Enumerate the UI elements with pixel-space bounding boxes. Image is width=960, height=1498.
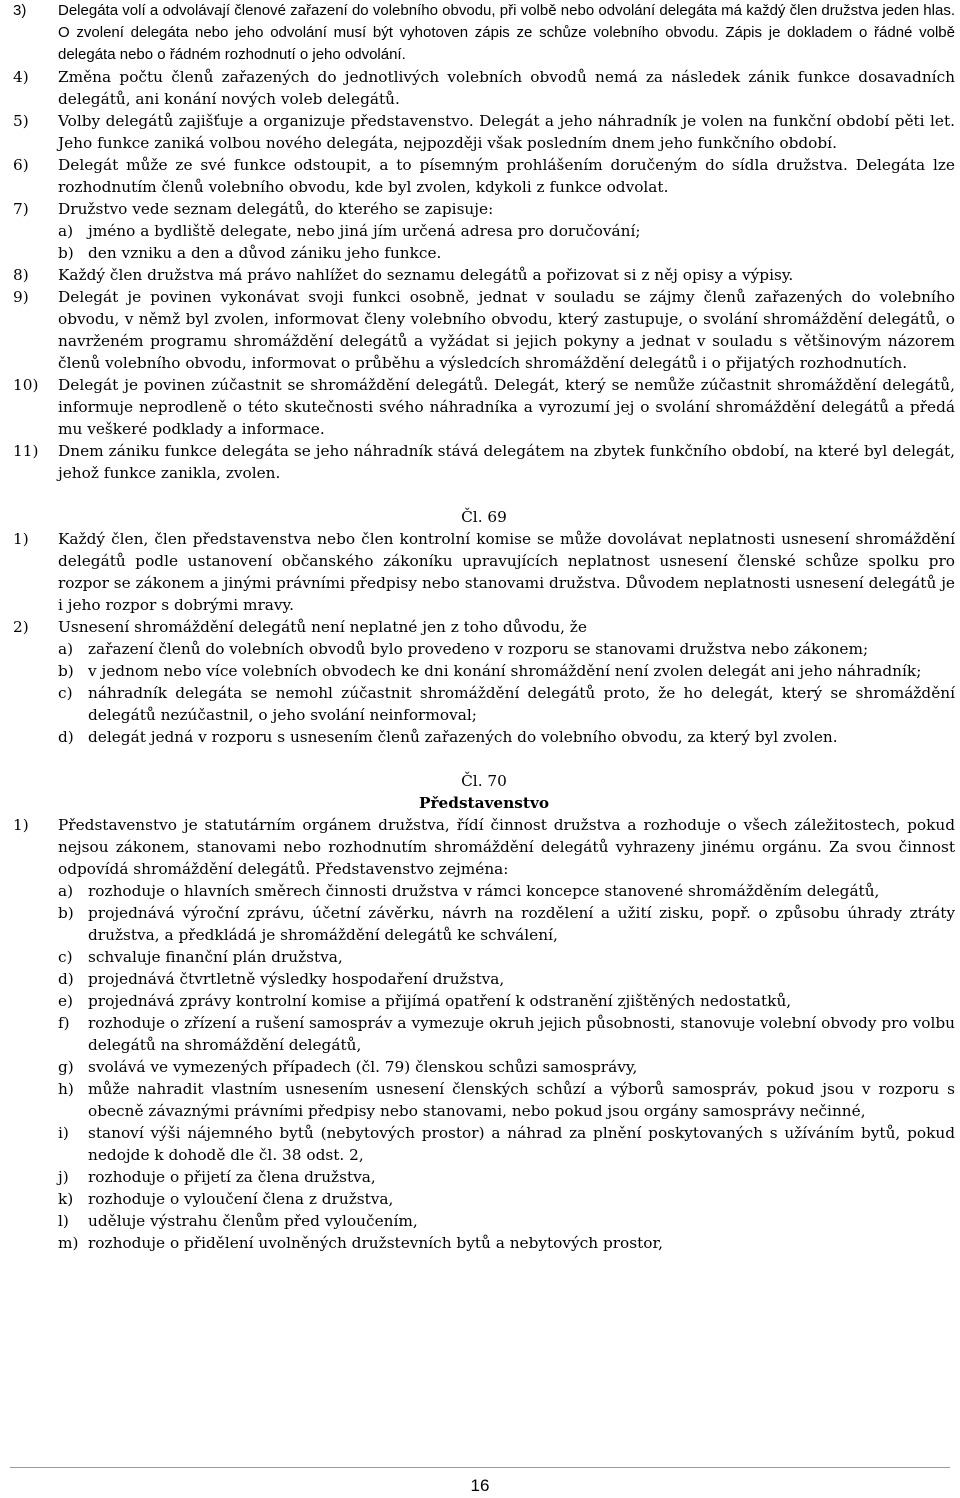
sub-letter: a) [58, 640, 74, 658]
sub-item [13, 946, 955, 968]
item-number: 6) [13, 156, 29, 174]
item-text: Každý člen, člen představenstva nebo člen kontrolní komise se může dovolávat neplatnosti usnesení shromáždění delegátů podle ustanovení občanského zákoníku upravujících neplatnost usnesení členské schůze spolku pro rozpor se zákonem a jinými právními předpisy nebo stanovami družstva. Důvodem neplatnosti usnesení delegátů je i jeho rozpor s dobrými mravy. [58, 530, 955, 614]
sub-letter: l) [58, 1212, 69, 1230]
sub-item [13, 1210, 955, 1232]
sub-item [13, 990, 955, 1012]
sub-letter: d) [58, 728, 74, 746]
article-70-heading: Čl. 70 [461, 772, 507, 790]
item-text: Delegáta volí a odvolávají členové zařazení do volebního obvodu, při volbě nebo odvolání delegáta má každý člen družstva jeden hlas. O zvolení delegáta nebo jeho odvolání musí být vyhotoven zápis ze schůze volebního obvodu. Zápis je dokladem o řádné volbě delegáta nebo o řádném rozhodnutí o jeho odvolání. [58, 2, 955, 63]
sub-text: může nahradit vlastním usnesením usnesení členských schůzí a výborů samospráv, pokud jsou v rozporu s obecně závaznými právními předpisy nebo stanovami, nebo pokud jsou orgány samosprávy nečinné, [88, 1080, 955, 1120]
sub-item [13, 1166, 955, 1188]
list-item [13, 374, 955, 440]
item-text: Dnem zániku funkce delegáta se jeho náhradník stává delegátem na zbytek funkčního období, na které byl delegát, jehož funkce zanikla, zvolen. [58, 442, 955, 482]
sub-item [13, 880, 955, 902]
sub-letter: d) [58, 970, 74, 988]
sub-text: rozhoduje o vyloučení člena z družstva, [88, 1190, 394, 1208]
list-item [13, 198, 955, 220]
sub-item [13, 726, 955, 748]
list-item [13, 0, 955, 66]
sub-letter: i) [58, 1124, 69, 1142]
sub-letter: a) [58, 222, 74, 240]
item-number: 1) [13, 816, 29, 834]
sub-text: náhradník delegáta se nemohl zúčastnit shromáždění delegátů proto, že ho delegát, který se shromáždění delegátů nezúčastnil, o jeho svolání neinformoval; [88, 684, 955, 724]
sub-letter: c) [58, 948, 73, 966]
item-number: 9) [13, 288, 29, 306]
item-text: Družstvo vede seznam delegátů, do kterého se zapisuje: [58, 200, 494, 218]
sub-item [13, 638, 955, 660]
list-item [13, 264, 955, 286]
sub-text: svolává ve vymezených případech (čl. 79) členskou schůzi samosprávy, [88, 1058, 638, 1076]
sub-text: delegát jedná v rozporu s usnesením členů zařazených do volebního obvodu, za který byl zvolen. [88, 728, 838, 746]
sub-item [13, 660, 955, 682]
list-item [13, 616, 955, 638]
sub-item [13, 902, 955, 946]
list-item [13, 528, 955, 616]
sub-item [13, 1232, 955, 1254]
sub-item [13, 1188, 955, 1210]
item-number: 3) [13, 2, 27, 19]
article-70-title: Představenstvo [418, 794, 550, 812]
sub-text: rozhoduje o hlavních směrech činnosti družstva v rámci koncepce stanovené shromážděním delegátů, [88, 882, 880, 900]
sub-letter: c) [58, 684, 73, 702]
sub-text: projednává zprávy kontrolní komise a přijímá opatření k odstranění zjištěných nedostatků, [88, 992, 792, 1010]
sub-letter: j) [58, 1168, 69, 1186]
sub-item [13, 1012, 955, 1056]
item-number: 10) [13, 376, 39, 394]
sub-letter: b) [58, 244, 74, 262]
sub-text: schvaluje finanční plán družstva, [88, 948, 343, 966]
sub-letter: h) [58, 1080, 74, 1098]
item-number: 11) [13, 442, 39, 460]
item-text: Delegát může ze své funkce odstoupit, a to písemným prohlášením doručeným do sídla družstva. Delegáta lze rozhodnutím členů volebního obvodu, kde byl zvolen, kdykoli z funkce odvolat. [58, 156, 955, 196]
sub-letter: b) [58, 904, 74, 922]
sub-item [13, 1056, 955, 1078]
item-text: Změna počtu členů zařazených do jednotlivých volebních obvodů nemá za následek zánik funkce dosavadních delegátů, ani konání nových voleb delegátů. [58, 68, 955, 108]
item-text: Delegát je povinen zúčastnit se shromáždění delegátů. Delegát, který se nemůže zúčastnit shromáždění delegátů, informuje neprodleně o této skutečnosti svého náhradníka a vyrozumí jej o svolání shromáždění delegátů a předá mu veškeré podklady a informace. [58, 376, 955, 438]
item-number: 7) [13, 200, 29, 218]
sub-item [13, 242, 955, 264]
item-text: Každý člen družstva má právo nahlížet do seznamu delegátů a pořizovat si z něj opisy a výpisy. [58, 266, 794, 284]
list-item [13, 154, 955, 198]
sub-letter: m) [58, 1234, 79, 1252]
sub-text: rozhoduje o zřízení a rušení samospráv a vymezuje okruh jejich působnosti, stanovuje volební obvody pro volbu delegátů na shromáždění delegátů, [88, 1014, 955, 1054]
sub-item [13, 1078, 955, 1122]
sub-text: uděluje výstrahu členům před vyloučením, [88, 1212, 418, 1230]
item-number: 8) [13, 266, 29, 284]
item-number: 2) [13, 618, 29, 636]
item-text: Delegát je povinen vykonávat svoji funkci osobně, jednat v souladu se zájmy členů zařazených do volebního obvodu, v němž byl zvolen, informovat členy volebního obvodu, který zastupuje, o svolání shromáždění delegátů, o navrženém programu shromáždění delegátů a vyžádat si jejich pokyny a jednat v souladu s většinovým názorem členů volebního obvodu, informovat o průběhu a výsledcích shromáždění delegátů i o přijatých rozhodnutích. [58, 288, 955, 372]
sub-text: projednává čtvrtletně výsledky hospodaření družstva, [88, 970, 505, 988]
sub-letter: a) [58, 882, 74, 900]
list-item [13, 814, 955, 880]
sub-text: zařazení členů do volebních obvodů bylo provedeno v rozporu se stanovami družstva nebo zákonem; [88, 640, 869, 658]
sub-text: rozhoduje o přidělení uvolněných družstevních bytů a nebytových prostor, [88, 1234, 663, 1252]
item-text: Usnesení shromáždění delegátů není neplatné jen z toho důvodu, že [58, 618, 587, 636]
footer-divider [10, 1467, 950, 1468]
item-number: 1) [13, 530, 29, 548]
sub-letter: g) [58, 1058, 74, 1076]
article-69-heading: Čl. 69 [461, 508, 507, 526]
sub-letter: k) [58, 1190, 74, 1208]
sub-text: rozhoduje o přijetí za člena družstva, [88, 1168, 376, 1186]
list-item [13, 286, 955, 374]
item-text: Volby delegátů zajišťuje a organizuje představenstvo. Delegát a jeho náhradník je volen na funkční období pěti let. Jeho funkce zaniká volbou nového delegáta, nejpozději však posledním dnem jeho funkčního období. [58, 112, 955, 152]
page-number: 16 [470, 1476, 490, 1495]
sub-item [13, 968, 955, 990]
sub-text: den vzniku a den a důvod zániku jeho funkce. [88, 244, 442, 262]
sub-item [13, 682, 955, 726]
sub-text: jméno a bydliště delegate, nebo jiná jím určená adresa pro doručování; [88, 222, 641, 240]
item-number: 4) [13, 68, 29, 86]
item-number: 5) [13, 112, 29, 130]
list-item [13, 110, 955, 154]
list-item [13, 440, 955, 484]
sub-item [13, 220, 955, 242]
sub-text: stanoví výši nájemného bytů (nebytových prostor) a náhrad za plnění poskytovaných s užíváním bytů, pokud nedojde k dohodě dle čl. 38 odst. 2, [88, 1124, 955, 1164]
item-text: Představenstvo je statutárním orgánem družstva, řídí činnost družstva a rozhoduje o všech záležitostech, pokud nejsou zákonem, stanovami nebo rozhodnutím shromáždění delegátů vyhrazeny jinému orgánu. Za svou činnost odpovídá shromáždění delegátů. Představenstvo zejména: [58, 816, 955, 878]
sub-letter: f) [58, 1014, 70, 1032]
document-page [13, 0, 955, 1254]
article-68-continuation [13, 0, 955, 484]
sub-text: projednává výroční zprávu, účetní závěrku, návrh na rozdělení a užití zisku, popř. o způsobu úhrady ztráty družstva, a předkládá je shromáždění delegátů ke schválení, [88, 904, 955, 944]
sub-letter: e) [58, 992, 74, 1010]
sub-letter: b) [58, 662, 74, 680]
sub-text: v jednom nebo více volebních obvodech ke dni konání shromáždění není zvolen delegát ani jeho náhradník; [88, 662, 922, 680]
sub-item [13, 1122, 955, 1166]
list-item [13, 66, 955, 110]
